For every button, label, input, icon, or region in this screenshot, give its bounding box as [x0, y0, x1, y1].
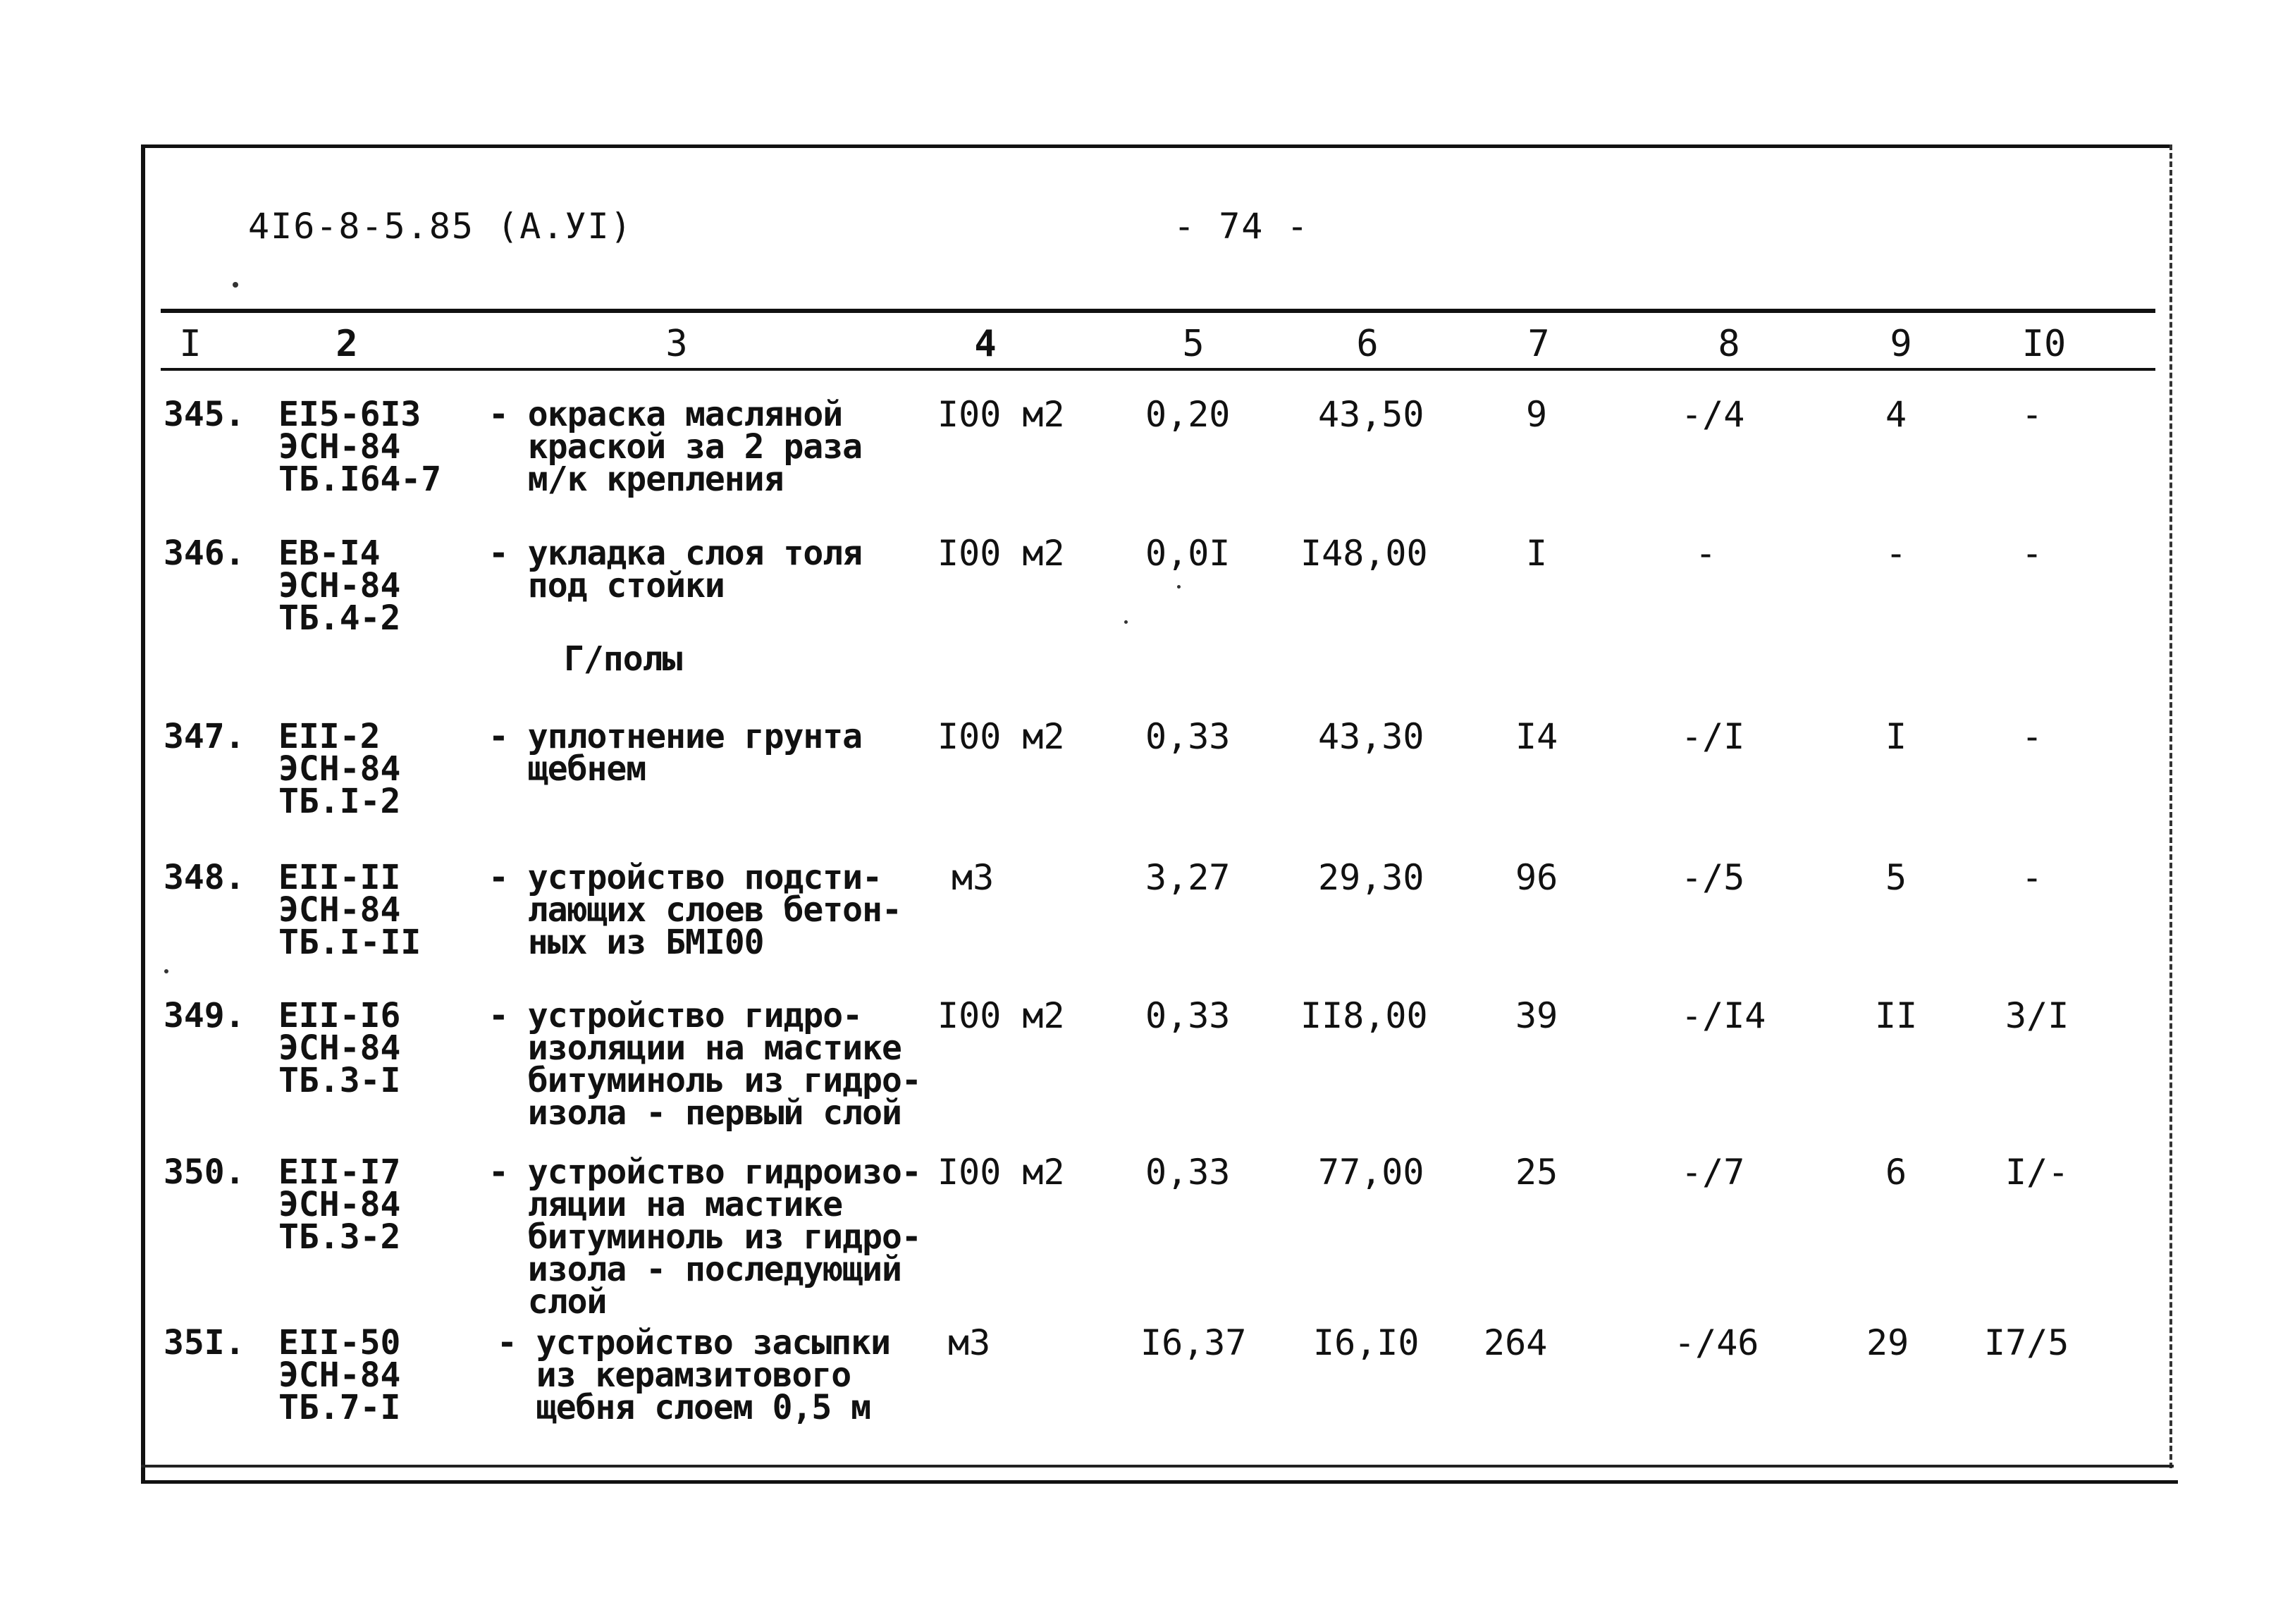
section-heading: Г/полы — [564, 639, 682, 679]
col-8-value: -/5 — [1681, 857, 1745, 898]
norm-code: EII-2 ЭСН-84 ТБ.I-2 — [278, 717, 401, 821]
total-cost: 39 — [1515, 995, 1558, 1036]
work-description: - устройство засыпки из керамзитового щебня слоем 0,5 м — [497, 1323, 890, 1427]
col-10-value: 3/I — [2005, 995, 2069, 1036]
unit-cost: 43,30 — [1318, 716, 1424, 757]
work-description: - устройство подсти- лающих слоев бетон- ных из БМI00 — [488, 858, 901, 962]
total-cost: 9 — [1526, 394, 1548, 435]
quantity: 0,33 — [1145, 995, 1231, 1036]
col-8-value: - — [1695, 533, 1717, 574]
col-10-value: I/- — [2005, 1152, 2069, 1193]
work-description: - укладка слоя толя под стойки — [488, 534, 863, 605]
quantity: 0,33 — [1145, 716, 1231, 757]
col-10-value: I7/5 — [1984, 1322, 2069, 1363]
norm-code: EII-I7 ЭСН-84 ТБ.3-2 — [278, 1152, 401, 1257]
work-description: - устройство гидро- изоляции на мастике битуминоль из гидро- изола - первый слой — [488, 996, 921, 1133]
total-cost: 25 — [1515, 1152, 1558, 1193]
unit-cost: 43,50 — [1318, 394, 1424, 435]
total-cost: I — [1526, 533, 1548, 574]
col-10-value: - — [2021, 533, 2043, 574]
frame-right-border — [2167, 144, 2172, 1468]
work-description: - устройство гидроизо- ляции на мастике битуминоль из гидро- изола - последующий слой — [488, 1152, 921, 1322]
norm-code: EII-I6 ЭСН-84 ТБ.3-I — [278, 996, 401, 1100]
row-number: 345. — [164, 395, 245, 434]
col-num-6: 6 — [1356, 323, 1379, 365]
col-num-2: 2 — [336, 323, 358, 365]
quantity: 3,27 — [1145, 857, 1231, 898]
unit-cost: 77,00 — [1318, 1152, 1424, 1193]
unit-cost: I48,00 — [1300, 533, 1428, 574]
norm-code: EI5-6I3 ЭСН-84 ТБ.I64-7 — [278, 395, 442, 499]
document-code: 4I6-8-5.85 (А.УI) — [248, 206, 633, 247]
unit: I00 м2 — [937, 394, 1065, 435]
col-num-7: 7 — [1527, 323, 1550, 365]
work-description: - окраска масляной краской за 2 раза м/к крепления — [488, 395, 863, 499]
col-9-value: - — [1885, 533, 1907, 574]
unit-cost: I6,I0 — [1313, 1322, 1420, 1363]
scan-speck — [164, 969, 168, 973]
unit-cost: II8,00 — [1300, 995, 1428, 1036]
unit: I00 м2 — [937, 995, 1065, 1036]
unit: I00 м2 — [937, 1152, 1065, 1193]
col-10-value: - — [2021, 857, 2043, 898]
col-10-value: - — [2021, 716, 2043, 757]
row-number: 35I. — [164, 1323, 245, 1362]
row-number: 349. — [164, 996, 245, 1035]
unit: I00 м2 — [937, 533, 1065, 574]
work-description: - уплотнение грунта щебнем — [488, 717, 863, 789]
col-8-value: -/4 — [1681, 394, 1745, 435]
total-cost: 264 — [1484, 1322, 1548, 1363]
frame-left-border — [141, 144, 145, 1484]
col-9-value: I — [1885, 716, 1907, 757]
scan-speck — [1124, 620, 1128, 624]
row-number: 350. — [164, 1152, 245, 1192]
col-num-5: 5 — [1182, 323, 1205, 365]
quantity: 0,20 — [1145, 394, 1231, 435]
quantity: 0,33 — [1145, 1152, 1231, 1193]
total-cost: I4 — [1515, 716, 1558, 757]
quantity: 0,0I — [1145, 533, 1231, 574]
frame-top-border — [141, 144, 2171, 148]
col-num-10: I0 — [2021, 323, 2067, 365]
norm-code: EII-50 ЭСН-84 ТБ.7-I — [278, 1323, 401, 1427]
scan-speck — [233, 282, 238, 288]
unit: м3 — [948, 1322, 991, 1363]
table-top-rule — [161, 309, 2155, 313]
row-number: 348. — [164, 858, 245, 897]
unit: I00 м2 — [937, 716, 1065, 757]
col-num-4: 4 — [974, 323, 997, 365]
col-8-value: -/46 — [1674, 1322, 1759, 1363]
page-number: - 74 - — [1174, 206, 1310, 247]
unit-cost: 29,30 — [1318, 857, 1424, 898]
col-10-value: - — [2021, 394, 2043, 435]
col-num-8: 8 — [1718, 323, 1740, 365]
col-9-value: II — [1875, 995, 1918, 1036]
col-num-1: I — [179, 323, 202, 365]
frame-bottom-border — [141, 1465, 2174, 1468]
col-num-3: 3 — [665, 323, 688, 365]
unit: м3 — [952, 857, 995, 898]
col-9-value: 6 — [1885, 1152, 1907, 1193]
col-8-value: -/I4 — [1681, 995, 1766, 1036]
header-bottom-rule — [161, 368, 2155, 371]
col-8-value: -/I — [1681, 716, 1745, 757]
quantity: I6,37 — [1140, 1322, 1247, 1363]
frame-bottom-border-outer — [141, 1480, 2178, 1484]
col-9-value: 29 — [1866, 1322, 1909, 1363]
total-cost: 96 — [1515, 857, 1558, 898]
row-number: 347. — [164, 717, 245, 756]
norm-code: EII-II ЭСН-84 ТБ.I-II — [278, 858, 421, 962]
row-number: 346. — [164, 534, 245, 573]
col-8-value: -/7 — [1681, 1152, 1745, 1193]
col-9-value: 4 — [1885, 394, 1907, 435]
col-num-9: 9 — [1890, 323, 1912, 365]
col-9-value: 5 — [1885, 857, 1907, 898]
scan-speck — [1177, 585, 1181, 589]
norm-code: EB-I4 ЭСН-84 ТБ.4-2 — [278, 534, 401, 638]
